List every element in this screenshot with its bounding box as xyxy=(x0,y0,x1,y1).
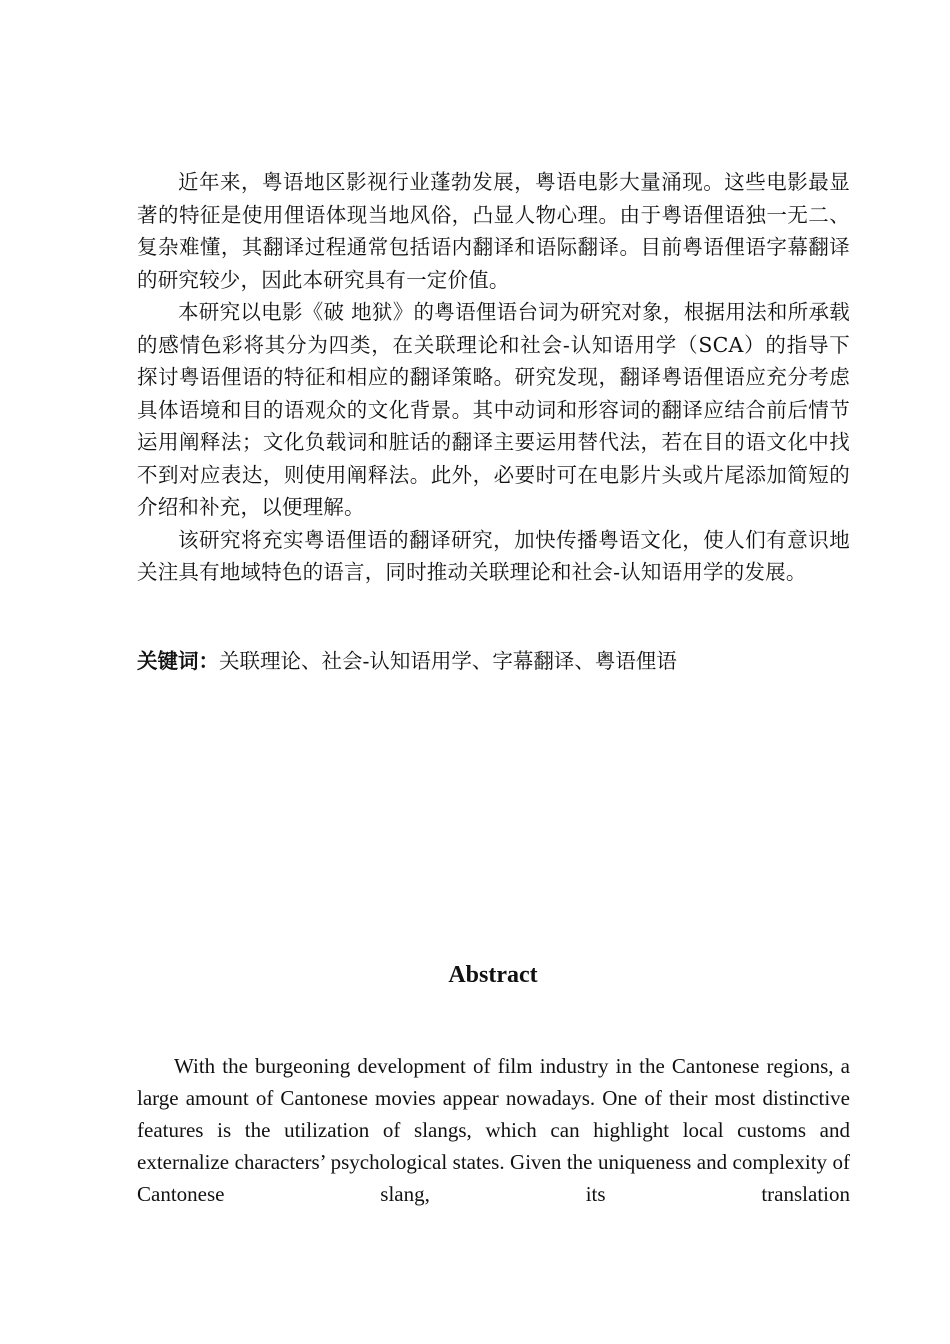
keywords-text: 关联理论、社会-认知语用学、字幕翻译、粤语俚语 xyxy=(219,649,677,673)
chinese-keywords xyxy=(137,645,850,677)
chinese-abstract xyxy=(137,166,850,589)
english-paragraph-1: With the burgeoning development of film industry in the Cantonese regions, a large amount of Cantonese movies appear nowadays. One of their most distinctive features is the utilization of slangs, which can highlight local customs and externalize characters’ psychological states. Given the uniqueness and complexity of Cantonese slang, its translation xyxy=(137,1054,850,1206)
chinese-paragraph-1: 近年来，粤语地区影视行业蓬勃发展，粤语电影大量涌现。这些电影最显著的特征是使用俚语体现当地风俗，凸显人物心理。由于粤语俚语独一无二、复杂难懂，其翻译过程通常包括语内翻译和语际翻译。目前粤语俚语字幕翻译的研究较少，因此本研究具有一定价值。 xyxy=(137,170,850,292)
keywords-label: 关键词： xyxy=(137,649,219,673)
abstract-heading: Abstract xyxy=(448,962,538,988)
chinese-paragraph-3: 该研究将充实粤语俚语的翻译研究，加快传播粤语文化，使人们有意识地关注具有地域特色的语言，同时推动关联理论和社会-认知语用学的发展。 xyxy=(137,527,850,584)
chinese-paragraph-2: 本研究以电影《破 地狱》的粤语俚语台词为研究对象，根据用法和所承载的感情色彩将其分为四类，在关联理论和社会-认知语用学（SCA）的指导下探讨粤语俚语的特征和相应的翻译策略。研究发现，翻译粤语俚语应充分考虑具体语境和目的语观众的文化背景。其中动词和形容词的翻译应结合前后情节运用阐释法；文化负载词和脏话的翻译主要运用替代法，若在目的语文化中找不到对应表达，则使用阐释法。此外，必要时可在电影片头或片尾添加简短的介绍和补充，以便理解。 xyxy=(137,300,850,519)
english-abstract xyxy=(137,1050,850,1210)
